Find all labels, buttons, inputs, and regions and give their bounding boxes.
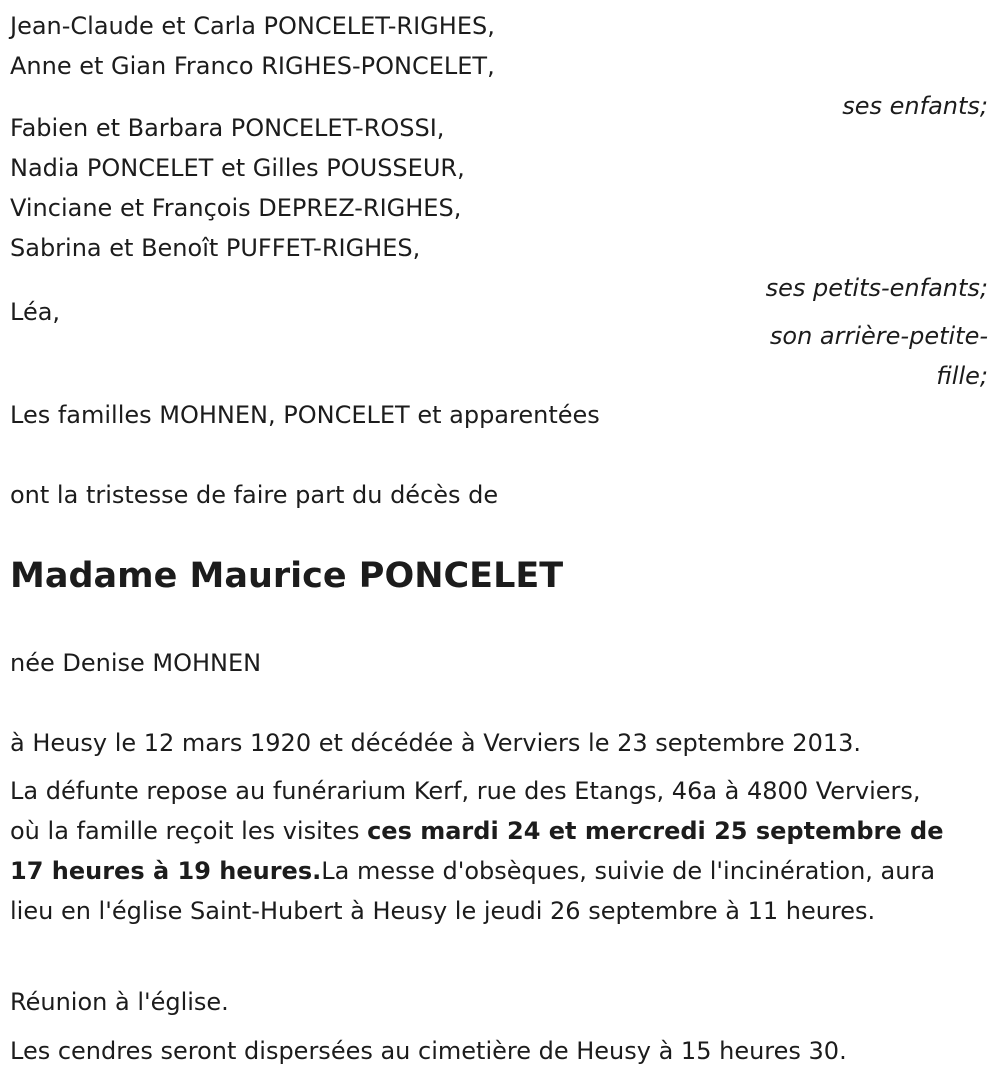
grandchild-name: Vinciane et François DEPREZ-RIGHES, (10, 194, 462, 222)
grandchildren-role: ses petits-enfants; (765, 274, 988, 302)
grandchild-name: Fabien et Barbara PONCELET-ROSSI, (10, 114, 445, 142)
great-grandchild-role (728, 316, 988, 396)
meeting-line: Réunion à l'église. (10, 988, 229, 1016)
mass-text: La messe d'obsèques, suivie de l'incinération, aura lieu en l'église Saint-Hubert à Heusy le jeudi 26 septembre à 11 heures. (10, 857, 936, 925)
deceased-name: Madame Maurice PONCELET (10, 556, 564, 596)
visit-paragraph (10, 771, 945, 931)
grandchild-name: Sabrina et Benoît PUFFET-RIGHES, (10, 234, 421, 262)
children-role: ses enfants; (842, 92, 988, 120)
grandchildren-section (10, 108, 988, 308)
great-grandchild-name: Léa, (10, 298, 61, 326)
announcement-line: ont la tristesse de faire part du décès de (10, 481, 499, 509)
children-name: Anne et Gian Franco RIGHES-PONCELET, (10, 52, 495, 80)
maiden-name: née Denise MOHNEN (10, 649, 262, 677)
families-line: Les familles MOHNEN, PONCELET et apparentées (10, 401, 600, 429)
grandchild-name: Nadia PONCELET et Gilles POUSSEUR, (10, 154, 465, 182)
great-grandchild-role-line2: fille; (936, 362, 988, 390)
visit-hours: ces mardi 24 et mercredi 25 septembre de 17 heures à 19 heures. (10, 817, 944, 885)
dates-line: à Heusy le 12 mars 1920 et décédée à Verviers le 23 septembre 2013. (10, 729, 862, 757)
visit-text: La défunte repose au funérarium Kerf, rue des Etangs, 46a à 4800 Verviers, où la famille reçoit les visites (10, 777, 921, 845)
great-grandchild-role-line1: son arrière-petite- (769, 322, 988, 350)
ashes-line: Les cendres seront dispersées au cimetière de Heusy à 15 heures 30. (10, 1037, 847, 1065)
children-name: Jean-Claude et Carla PONCELET-RIGHES, (10, 12, 495, 40)
